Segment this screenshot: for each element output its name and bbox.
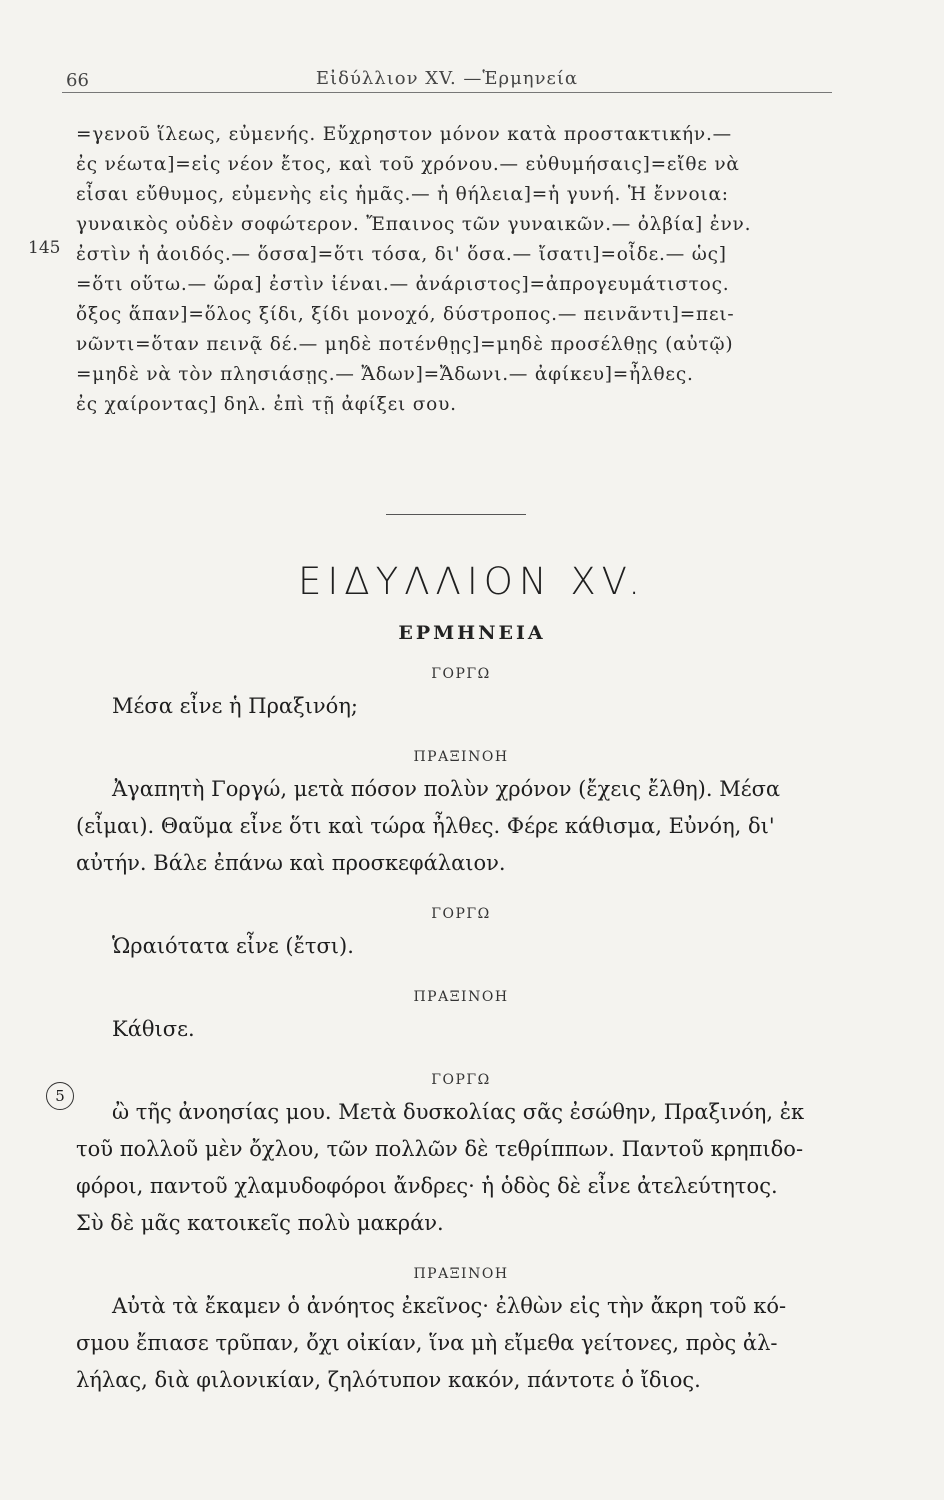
speech-line: (εἶμαι). Θαῦμα εἶνε ὅτι καὶ τώρα ἦλθες. Φέρε κάθισμα, Εὐνόη, δι' bbox=[76, 814, 775, 838]
note-line: =μηδὲ νὰ τὸν πλησιάσῃς.— Ἄδων]=Ἄδωνι.— ἀφίκευ]=ἦλθες. bbox=[76, 364, 694, 385]
page-header bbox=[62, 62, 832, 93]
speech-block bbox=[76, 1094, 846, 1242]
note-line: ἐς νέωτα]=εἰς νέον ἔτος, καὶ τοῦ χρόνου.— εὐθυμήσαις]=εἴθε νὰ bbox=[76, 154, 740, 175]
note-line: ἐστὶν ἡ ἀοιδός.— ὅσσα]=ὅτι τόσα, δι' ὅσα.— ἴσατι]=οἶδε.— ὡς] bbox=[76, 244, 727, 265]
note-line: ἐς χαίροντας] δηλ. ἐπὶ τῇ ἀφίξει σου. bbox=[76, 394, 457, 415]
note-line: =ὅτι οὕτω.— ὥρα] ἐστὶν ἰέναι.— ἀνάριστος]=ἀπρογευμάτιστος. bbox=[76, 274, 730, 295]
margin-line-marker: 5 bbox=[46, 1082, 74, 1110]
speech-block bbox=[76, 928, 846, 965]
speaker-label: ΓΟΡΓΩ bbox=[431, 666, 491, 682]
note-line: εἶσαι εὔθυμος, εὐμενὴς εἰς ἡμᾶς.— ἡ θήλεια]=ἡ γυνή. Ἡ ἔννοια: bbox=[76, 184, 729, 205]
dialogue-body bbox=[76, 660, 846, 1403]
speech-line: λήλας, διὰ φιλονικίαν, ζηλότυπον κακόν, πάντοτε ὁ ἴδιος. bbox=[76, 1368, 701, 1392]
note-line: νῶντι=ὅταν πεινᾷ δέ.— μηδὲ ποτένθῃς]=μηδὲ προσέλθῃς (αὐτῷ) bbox=[76, 334, 734, 355]
speaker-label: ΓΟΡΓΩ bbox=[431, 1072, 491, 1088]
speech-line: Ἀγαπητὴ Γοργώ, μετὰ πόσον πολὺν χρόνον (ἔχεις ἔλθη). Μέσα bbox=[112, 777, 781, 801]
speech-block bbox=[76, 771, 846, 882]
speaker-label: ΠΡΑΞΙΝΟΗ bbox=[413, 989, 509, 1005]
note-line: ὄξος ἅπαν]=ὅλος ξίδι, ξίδι μονοχό, δύστροπος.— πεινᾶντι]=πει- bbox=[76, 304, 735, 325]
speech-line: Ὡραιότατα εἶνε (ἔτσι). bbox=[112, 934, 354, 958]
speech-line: τοῦ πολλοῦ μὲν ὄχλου, τῶν πολλῶν δὲ τεθρίππων. Παντοῦ κρηπιδο- bbox=[76, 1137, 804, 1161]
speech-line: Κάθισε. bbox=[112, 1017, 195, 1041]
speech-line: Σὺ δὲ μᾶς κατοικεῖς πολὺ μακράν. bbox=[76, 1211, 444, 1235]
speech-block bbox=[76, 688, 846, 725]
speaker-label: ΠΡΑΞΙΝΟΗ bbox=[413, 1266, 509, 1282]
section-title: ΕΙΔΥΛΛΙΟΝ XV. bbox=[298, 560, 646, 603]
speech-line: Μέσα εἶνε ἡ Πραξινόη; bbox=[112, 694, 358, 718]
speech-line: σμου ἔπιασε τρῦπαν, ὄχι οἰκίαν, ἵνα μὴ εἴμεθα γείτονες, πρὸς ἀλ- bbox=[76, 1331, 778, 1355]
line-number: 145 bbox=[28, 238, 61, 258]
section-divider bbox=[386, 514, 526, 515]
speech-line: ὢ τῆς ἀνοησίας μου. Μετὰ δυσκολίας σᾶς ἐσώθην, Πραξινόη, ἐκ bbox=[112, 1100, 805, 1124]
speech-line: Αὐτὰ τὰ ἔκαμεν ὁ ἀνόητος ἐκεῖνος· ἐλθὼν εἰς τὴν ἄκρη τοῦ κό- bbox=[112, 1294, 787, 1318]
commentary-notes bbox=[76, 120, 836, 420]
speaker-label: ΓΟΡΓΩ bbox=[431, 906, 491, 922]
speaker-label: ΠΡΑΞΙΝΟΗ bbox=[413, 749, 509, 765]
speech-block bbox=[76, 1288, 846, 1399]
speech-line: φόροι, παντοῦ χλαμυδοφόροι ἄνδρες· ἡ ὁδὸς δὲ εἶνε ἀτελεύτητος. bbox=[76, 1174, 778, 1198]
speech-block bbox=[76, 1011, 846, 1048]
page-number: 66 bbox=[66, 70, 89, 91]
note-line: γυναικὸς οὐδὲν σοφώτερον. Ἔπαινος τῶν γυναικῶν.— ὀλβία] ἐνν. bbox=[76, 214, 752, 235]
speech-line: αὐτήν. Βάλε ἐπάνω καὶ προσκεφάλαιον. bbox=[76, 851, 506, 875]
running-title: Εἰδύλλιον XV. —Ἑρμηνεία bbox=[315, 68, 579, 89]
section-subtitle: ΕΡΜΗΝΕΙΑ bbox=[398, 622, 546, 644]
note-line: =γενοῦ ἵλεως, εὐμενής. Εὔχρηστον μόνον κατὰ προστακτικήν.— bbox=[76, 124, 732, 145]
